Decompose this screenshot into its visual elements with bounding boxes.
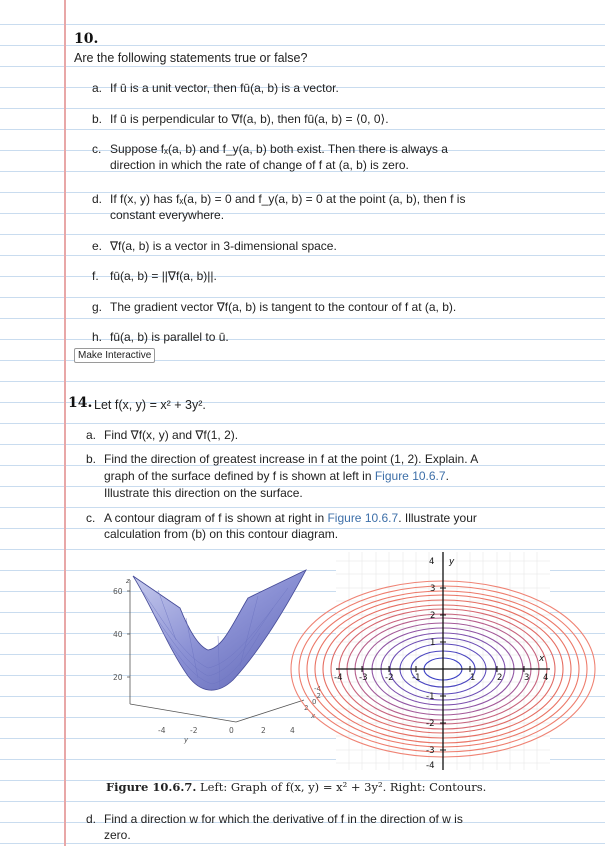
question-14-statement: Let f(x, y) = x² + 3y². bbox=[94, 398, 206, 412]
item-label: h. bbox=[92, 330, 103, 344]
x-tick-label: 2 bbox=[304, 704, 309, 712]
contour-y-tick: 1 bbox=[430, 638, 436, 648]
item-text-line3: Illustrate this direction on the surface. bbox=[104, 486, 303, 500]
contour-x-tick: -3 bbox=[359, 673, 368, 683]
z-tick-label: 60 bbox=[113, 587, 123, 596]
x-tick-label: -4 bbox=[314, 685, 321, 693]
contour-y-label: y bbox=[449, 557, 455, 567]
q14-item-c bbox=[86, 510, 566, 544]
item-text: fū(a, b) is parallel to ū. bbox=[110, 330, 229, 344]
item-label: a. bbox=[86, 428, 97, 442]
z-axis-label: z bbox=[126, 577, 130, 585]
contour-y-tick: -3 bbox=[426, 746, 435, 756]
item-text-line1: Find the direction of greatest increase in f at the point (1, 2). Explain. A bbox=[104, 452, 479, 466]
item-text: If ū is a unit vector, then fū(a, b) is a vector. bbox=[110, 81, 339, 95]
item-label: b. bbox=[86, 452, 97, 466]
y-axis bbox=[130, 704, 236, 722]
contour-x-tick: -4 bbox=[334, 673, 343, 683]
y-tick-label: 4 bbox=[290, 726, 295, 735]
question-10-statement: Are the following statements true or false? bbox=[74, 51, 308, 65]
x-axis-label: x bbox=[311, 712, 316, 720]
item-label: d. bbox=[86, 812, 97, 826]
contour-y-tick: 4 bbox=[429, 557, 435, 567]
item-label: a. bbox=[92, 81, 103, 95]
item-text-line1: Suppose fₓ(a, b) and f_y(a, b) both exist. Then there is always a bbox=[110, 142, 448, 156]
y-tick-label: 0 bbox=[229, 726, 234, 735]
surface-plot bbox=[108, 568, 321, 748]
item-label: b. bbox=[92, 112, 103, 126]
contour-y-tick: -2 bbox=[426, 719, 435, 729]
x-axis bbox=[236, 700, 304, 722]
item-text: Find ∇f(x, y) and ∇f(1, 2). bbox=[104, 428, 239, 442]
notebook-margin-line bbox=[64, 0, 66, 846]
item-text-line1: Find a direction w for which the derivative of f in the direction of w is bbox=[104, 812, 463, 826]
contour-plot bbox=[336, 552, 550, 770]
figure-caption-text: Left: Graph of f(x, y) = x² + 3y². Right: Contours. bbox=[200, 780, 487, 794]
item-text: fū(a, b) = ||∇f(a, b)||. bbox=[110, 269, 217, 283]
z-tick-label: 40 bbox=[113, 630, 123, 639]
item-text-line2: constant everywhere. bbox=[110, 208, 225, 222]
q14-item-d bbox=[86, 811, 566, 845]
figure-caption bbox=[106, 780, 486, 794]
q10-item-d bbox=[92, 191, 572, 225]
contour-x-tick: -2 bbox=[385, 673, 394, 683]
contour-x-label: x bbox=[539, 654, 545, 664]
contour-y-tick: 2 bbox=[430, 611, 436, 621]
q14-item-b bbox=[86, 451, 566, 503]
y-axis-label: y bbox=[184, 736, 189, 744]
item-label: e. bbox=[92, 239, 103, 253]
question-14-number: 14. bbox=[68, 395, 93, 411]
item-text-line2: direction in which the rate of change of f at (a, b) is zero. bbox=[110, 158, 409, 172]
y-tick-label: -4 bbox=[158, 726, 166, 735]
z-tick-label: 20 bbox=[113, 673, 123, 682]
item-text-line2: graph of the surface defined by f is shown at left in Figure 10.6.7. bbox=[104, 469, 449, 483]
item-label: g. bbox=[92, 300, 103, 314]
item-label: c. bbox=[92, 142, 102, 156]
y-tick-label: -2 bbox=[190, 726, 198, 735]
contour-x-tick: 1 bbox=[470, 673, 476, 683]
item-text: ∇f(a, b) is a vector in 3-dimensional space. bbox=[110, 239, 337, 253]
contour-y-tick: -4 bbox=[426, 761, 435, 771]
make-interactive-button[interactable]: Make Interactive bbox=[74, 348, 155, 363]
contour-x-tick: 3 bbox=[524, 673, 530, 683]
contour-x-tick: 2 bbox=[497, 673, 503, 683]
item-text: If ū is perpendicular to ∇f(a, b), then fū(a, b) = ⟨0, 0⟩. bbox=[110, 112, 389, 126]
contour-x-tick: 4 bbox=[543, 673, 549, 683]
item-text-line1: If f(x, y) has fₓ(a, b) = 0 and f_y(a, b) = 0 at the point (a, b), then f is bbox=[110, 192, 466, 206]
x-tick-label: 0 bbox=[312, 698, 317, 706]
figure-link[interactable]: Figure 10.6.7 bbox=[327, 511, 399, 525]
q10-item-c bbox=[92, 141, 572, 175]
item-label: c. bbox=[86, 511, 96, 525]
item-label: f. bbox=[92, 269, 99, 283]
item-label: d. bbox=[92, 192, 103, 206]
item-text: The gradient vector ∇f(a, b) is tangent to the contour of f at (a, b). bbox=[110, 300, 457, 314]
question-10-number: 10. bbox=[74, 31, 99, 47]
item-text-line1: A contour diagram of f is shown at right in Figure 10.6.7. Illustrate your bbox=[104, 511, 477, 525]
figure-caption-label: Figure 10.6.7. bbox=[106, 780, 197, 794]
figure-link[interactable]: Figure 10.6.7 bbox=[374, 469, 446, 483]
y-tick-label: 2 bbox=[261, 726, 266, 735]
contour-y-tick: 3 bbox=[430, 584, 436, 594]
item-text-line2: zero. bbox=[104, 828, 131, 842]
x-tick-label: -2 bbox=[314, 692, 321, 700]
item-text-line2: calculation from (b) on this contour diagram. bbox=[104, 527, 339, 541]
contour-x-tick: -1 bbox=[412, 673, 421, 683]
contour-y-tick: -1 bbox=[426, 692, 435, 702]
